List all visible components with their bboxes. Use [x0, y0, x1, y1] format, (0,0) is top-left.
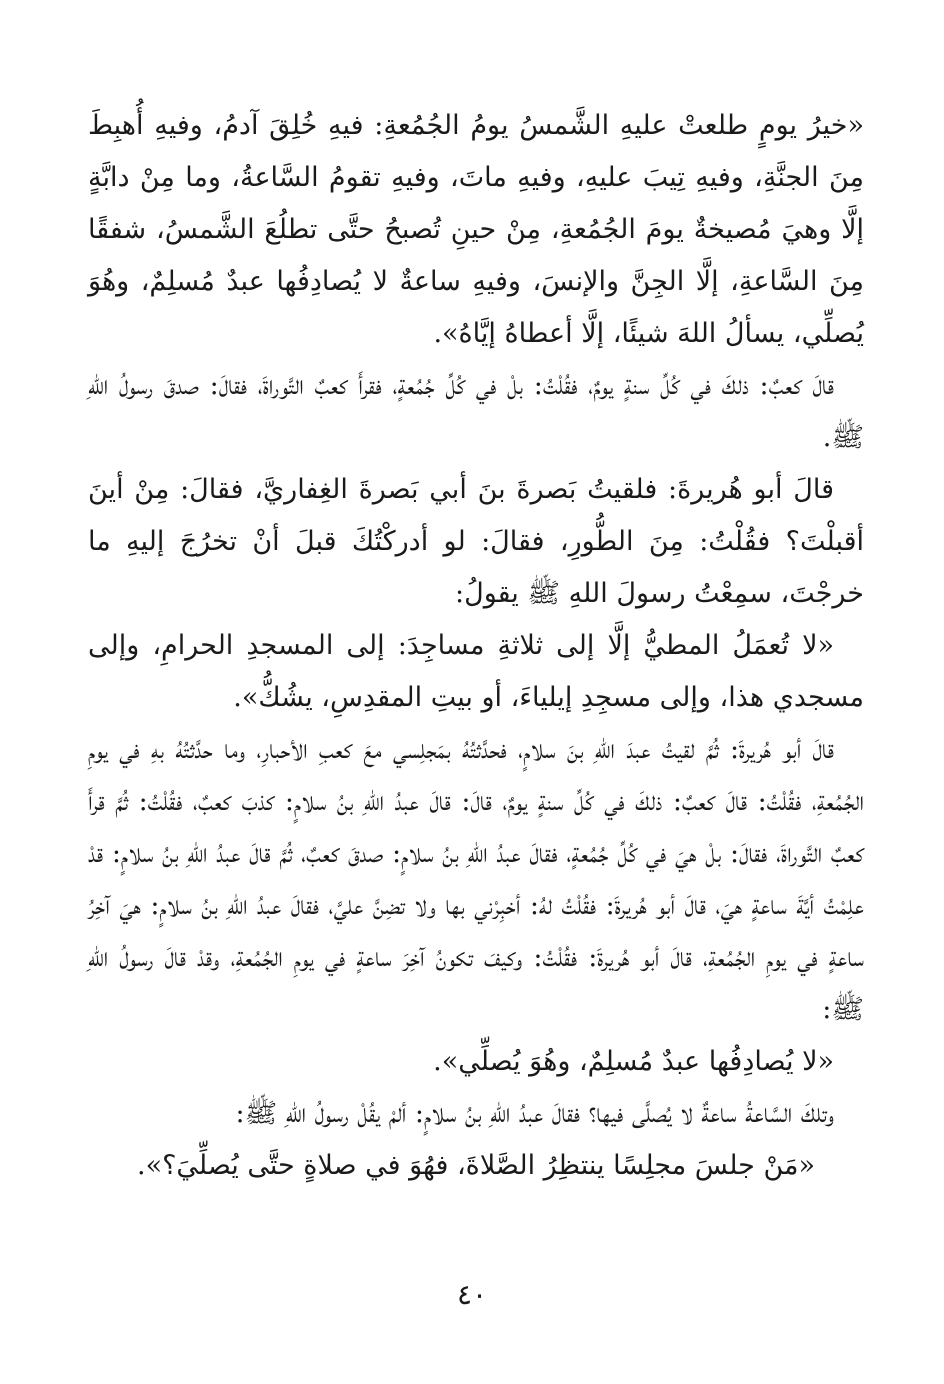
- paragraph-three-mosques: «لا تُعمَلُ المطيُّ إلَّا إلى ثلاثةِ مساجِدَ: إلى المسجدِ الحرامِ، وإلى مسجدي هذا، وإلى مسجِدِ إيلياءَ، أو بيتِ المقدِسِ، يشُكُّ».: [88, 630, 864, 713]
- paragraph-question-hour: وتلكَ السَّاعةُ ساعةٌ لا يُصلَّى فيها؟ فقالَ عبدُ اللهِ بنُ سلامٍ: ألمْ يقُلْ رسولُ اللهِ ﷺ:: [235, 1098, 834, 1129]
- paragraph-quote-waiting: «مَنْ جلسَ مجلِسًا ينتظِرُ الصَّلاةَ، فهُوَ في صلاةٍ حتَّى يُصلِّيَ؟».: [137, 1150, 815, 1181]
- paragraph-abu-hurairah-basrah: قالَ أبو هُريرةَ: فلقيتُ بَصرةَ بنَ أبي بَصرةَ الغِفاريَّ، فقالَ: مِنْ أينَ أقبلْتَ؟ فقُلْتُ: مِنَ الطُّورِ، فقالَ: لو أدركْتُكَ قبلَ أنْ تخرُجَ إليهِ ما خرجْتَ، سمِعْتُ رسولَ اللهِ ﷺ يقولُ:: [88, 474, 864, 609]
- page-body: [88, 100, 864, 1192]
- paragraph-kaab-saying: قالَ كعبٌ: ذلكَ في كُلِّ سنةٍ يومٌ، فقُلْتُ: بلْ في كُلِّ جُمُعةٍ، فقرأَ كعبٌ التَّوراةَ، فقالَ: صدقَ رسولُ اللهِ ﷺ.: [88, 370, 864, 453]
- paragraph-hadith-friday: «خيرُ يومٍ طلعتْ عليهِ الشَّمسُ يومُ الجُمُعةِ: فيهِ خُلِقَ آدمُ، وفيهِ أُهبِطَ مِنَ الجنَّةِ، وفيهِ تِيبَ عليهِ، وفيهِ ماتَ، وفيهِ تقومُ السَّاعةُ، وما مِنْ دابَّةٍ إلَّا وهيَ مُصيخةٌ يومَ الجُمُعةِ، مِنْ حينِ تُصبحُ حتَّى تطلُعَ الشَّمسُ، شفقًا مِنَ السَّاعةِ، إلَّا الجِنَّ والإنسَ، وفيهِ ساعةٌ لا يُصادِفُها عبدٌ مُسلِمٌ، وهُوَ يُصلِّي، يسألُ اللهَ شيئًا، إلَّا أعطاهُ إيَّاهُ».: [88, 110, 864, 349]
- paragraph-abdullah-ibn-salam: قالَ أبو هُريرةَ: ثُمَّ لقيتُ عبدَ اللهِ بنَ سلامٍ، فحدَّثتُهُ بمَجلِسي معَ كعبِ الأحبارِ، وما حدَّثتُهُ بهِ في يومِ الجُمُعةِ، فقُلْتُ: قالَ كعبٌ: ذلكَ في كُلِّ سنةٍ يومٌ، قالَ: قالَ عبدُ اللهِ بنُ سلامٍ: كذبَ كعبٌ، فقُلْتُ: ثُمَّ قرأَ كعبٌ التَّوراةَ، فقالَ: بلْ هيَ في كُلِّ جُمُعةٍ، فقالَ عبدُ اللهِ بنُ سلامٍ: صدقَ كعبٌ، ثُمَّ قالَ عبدُ اللهِ بنُ سلامٍ: قدْ علِمْتُ أيَّةَ ساعةٍ هيَ، قالَ أبو هُريرةَ: فقُلْتُ لهُ: أخبِرْني بها ولا تضِنَّ عليَّ، فقالَ عبدُ اللهِ بنُ سلامٍ: هيَ آخِرُ ساعةٍ في يومِ الجُمُعةِ، قالَ أبو هُريرةَ: فقُلْتُ: وكيفَ تكونُ آخِرَ ساعةٍ في يومِ الجُمُعةِ، وقدْ قالَ رسولُ اللهِ ﷺ:: [88, 734, 864, 1025]
- paragraph-quote-prayer: «لا يُصادِفُها عبدٌ مُسلِمٌ، وهُوَ يُصلِّي».: [433, 1046, 834, 1077]
- page-number: ٤٠: [456, 1278, 488, 1311]
